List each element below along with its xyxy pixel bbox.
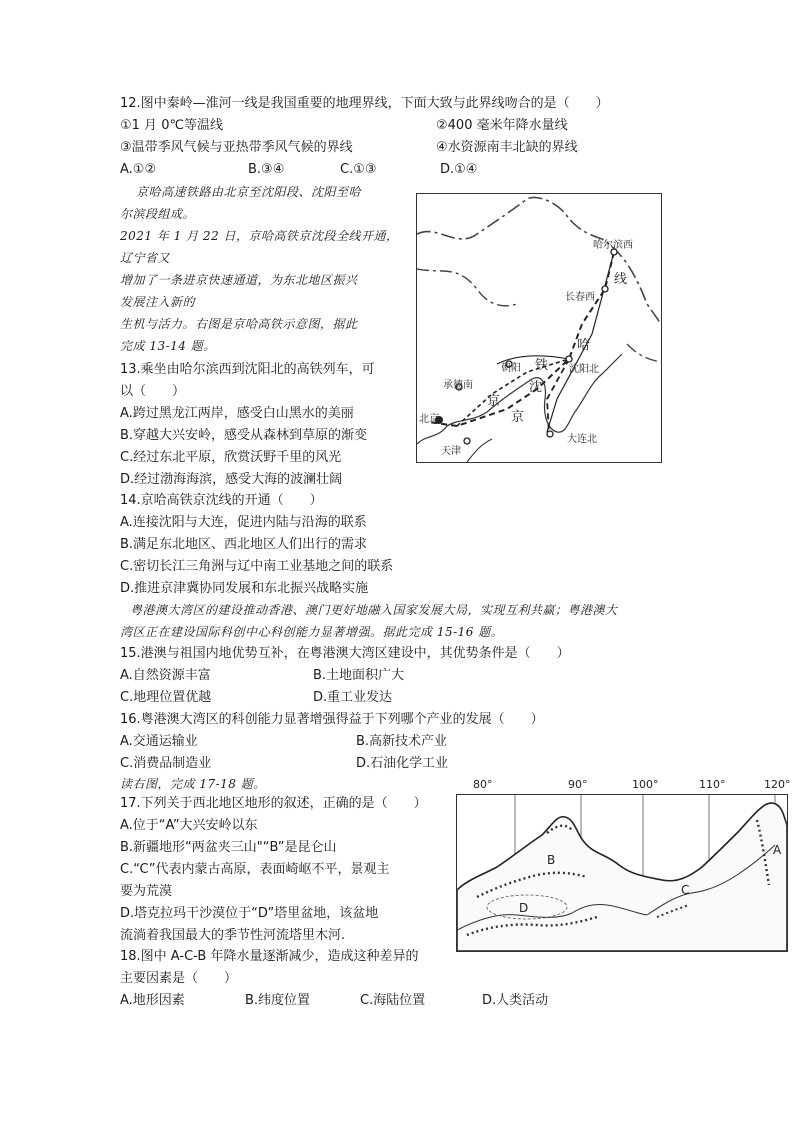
intro13-line-6: 发展注入新的 <box>120 295 196 309</box>
q12-statement-2: ②400 毫米年降水量线 <box>436 118 568 133</box>
line-label-ha: 哈 <box>577 338 591 353</box>
q13-stem-2: 以（ ） <box>120 384 186 399</box>
q12-option-b: B.③④ <box>248 162 285 177</box>
line-label-shen: 沈 <box>529 380 543 395</box>
q17-option-c-line-2: 要为荒漠 <box>120 884 173 899</box>
q12-stem: 12.图中秦岭—淮河一线是我国重要的地理界线，下面大致与此界线吻合的是（ ） <box>120 96 609 111</box>
line-label-jing-2: 京 <box>511 410 525 425</box>
station-harbin-west-label: 哈尔滨西 <box>593 240 633 251</box>
longitude-label-90: 90° <box>568 778 588 791</box>
q16-option-a: A.交通运输业 <box>120 734 198 749</box>
intro13-line-3: 2021 年 1 月 22 日，京哈高铁京沈段全线开通， <box>120 229 399 243</box>
q17-option-a: A.位于“A”大兴安岭以东 <box>120 818 258 833</box>
q14-stem: 14.京哈高铁京沈线的开通（ ） <box>120 493 323 508</box>
q17-option-c-line-1: C.“C”代表内蒙古高原，表面崎岖不平，景观主 <box>120 862 390 877</box>
q14-option-d: D.推进京津冀协同发展和东北振兴战略实施 <box>120 581 369 596</box>
q16-option-c: C.消费品制造业 <box>120 756 212 771</box>
q18-option-a: A.地形因素 <box>120 993 185 1008</box>
q17-option-d-line-1: D.塔克拉玛干沙漠位于“D”塔里盆地，该盆地 <box>120 906 379 921</box>
q12-option-d: D.①④ <box>440 162 478 177</box>
terrain-label-c: C <box>681 883 690 897</box>
northwest-map-drawing <box>457 795 787 951</box>
q18-option-d: D.人类活动 <box>482 993 549 1008</box>
longitude-label-100: 100° <box>632 778 659 791</box>
q18-stem-2: 主要因素是（ ） <box>120 971 238 986</box>
intro15-line-1: 粤港澳大湾区的建设推动香港、澳门更好地融入国家发展大局，实现互利共赢；粤港澳大 <box>130 603 618 617</box>
q15-stem: 15.港澳与祖国内地优势互补，在粤港澳大湾区建设中，其优势条件是（ ） <box>120 646 570 661</box>
q17-option-d-line-2: 流淌着我国最大的季节性河流塔里木河. <box>120 928 346 943</box>
q14-option-c: C.密切长江三角洲与辽中南工业基地之间的联系 <box>120 559 394 574</box>
station-tianjin-label: 天津 <box>441 446 461 457</box>
q14-option-b: B.满足东北地区、西北地区人们出行的需求 <box>120 537 368 552</box>
station-zhaoyang-label: 朝阳 <box>501 363 521 374</box>
q17-option-b: B.新疆地形“两盆夹三山"“B”是昆仑山 <box>120 840 337 855</box>
intro13-line-2: 尔滨段组成。 <box>120 207 196 221</box>
q13-option-a: A.跨过黑龙江两岸，感受白山黑水的美丽 <box>120 406 354 421</box>
q13-option-b: B.穿越大兴安岭，感受从森林到草原的渐变 <box>120 428 368 443</box>
q15-option-c: C.地理位置优越 <box>120 690 212 705</box>
q16-option-d: D.石油化学工业 <box>356 756 449 771</box>
station-chengde-south-label: 承德南 <box>443 380 473 391</box>
q15-option-d: D.重工业发达 <box>313 690 393 705</box>
station-beijing-label: 北京 <box>419 414 439 425</box>
jingha-map-drawing <box>417 194 661 462</box>
q13-stem-1: 13.乘坐由哈尔滨西到沈阳北的高铁列车，可 <box>120 362 375 377</box>
terrain-label-a: A <box>773 843 782 857</box>
q14-option-a: A.连接沈阳与大连，促进内陆与沿海的联系 <box>120 515 367 530</box>
line-label-jing: 京 <box>487 394 501 409</box>
intro13-line-5: 增加了一条进京快速通道，为东北地区振兴 <box>120 273 358 287</box>
intro17-line: 读右图，完成 17-18 题。 <box>120 777 266 791</box>
longitude-label-110: 110° <box>699 778 726 791</box>
station-shenyang-north-label: 沈阳北 <box>569 364 599 375</box>
terrain-label-d: D <box>519 901 529 915</box>
intro13-line-7: 生机与活力。右图是京哈高铁示意图，据此 <box>120 317 358 331</box>
q16-stem: 16.粤港澳大湾区的科创能力显著增强得益于下列哪个产业的发展（ ） <box>120 712 544 727</box>
q12-statement-1: ①1 月 0℃等温线 <box>120 118 224 133</box>
intro15-line-2: 湾区正在建设国际科创中心科创能力显著增强。据此完成 15-16 题。 <box>120 625 504 639</box>
intro13-line-8: 完成 13-14 题。 <box>120 339 216 353</box>
northwest-terrain-map <box>456 794 788 952</box>
terrain-label-b: B <box>547 853 556 867</box>
q18-option-c: C.海陆位置 <box>360 993 426 1008</box>
q15-option-a: A.自然资源丰富 <box>120 668 211 683</box>
q18-stem-1: 18.图中 A-C-B 年降水量逐渐减少，造成这种差异的 <box>120 949 419 964</box>
line-label-tie: 铁 <box>535 358 549 373</box>
q12-statement-4: ④水资源南丰北缺的界线 <box>436 140 578 155</box>
jingha-railway-map <box>416 193 662 463</box>
q16-option-b: B.高新技术产业 <box>356 734 448 749</box>
station-changchun-west-label: 长春西 <box>565 292 595 303</box>
q18-option-b: B.纬度位置 <box>245 993 311 1008</box>
q17-stem: 17.下列关于西北地区地形的叙述，正确的是（ ） <box>120 796 427 811</box>
longitude-label-80: 80° <box>473 778 493 791</box>
intro13-line-4: 辽宁省又 <box>120 251 171 265</box>
intro13-line-1: 京哈高速铁路由北京至沈阳段、沈阳至哈 <box>136 185 362 199</box>
q15-option-b: B.土地面积广大 <box>313 668 405 683</box>
q13-option-c: C.经过东北平原，欣赏沃野千里的风光 <box>120 450 342 465</box>
longitude-label-120: 120° <box>764 778 791 791</box>
q12-option-c: C.①③ <box>340 162 377 177</box>
station-dalian-north-label: 大连北 <box>567 434 597 445</box>
q12-option-a: A.①② <box>120 162 157 177</box>
line-label-xian: 线 <box>614 272 628 287</box>
q12-statement-3: ③温带季风气候与亚热带季风气候的界线 <box>120 140 353 155</box>
q13-option-d: D.经过渤海海滨，感受大海的波澜壮阔 <box>120 472 343 487</box>
